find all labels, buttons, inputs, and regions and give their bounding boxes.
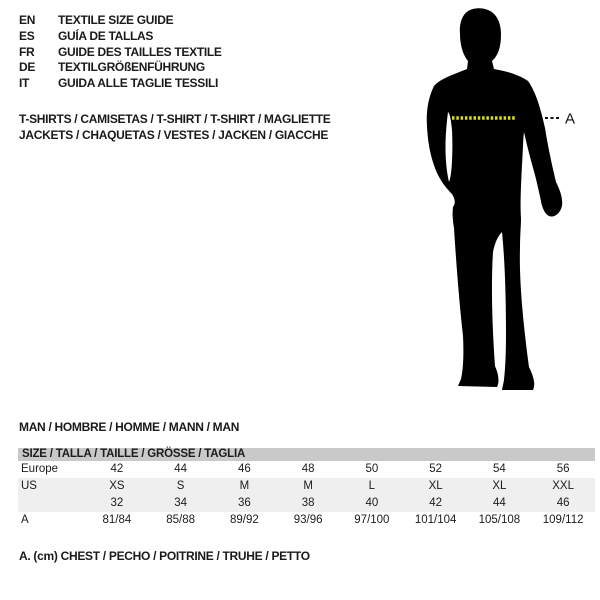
- language-label: GUIDE DES TAILLES TEXTILE: [58, 44, 222, 59]
- table-cell: 85/88: [166, 514, 196, 526]
- language-code: EN: [19, 13, 36, 27]
- table-cell: 46: [556, 497, 570, 509]
- table-cell: 44: [174, 463, 188, 475]
- language-row: [19, 29, 222, 45]
- language-label: GUÍA DE TALLAS: [58, 28, 154, 43]
- table-cell: 81/84: [102, 514, 132, 526]
- table-cell: 54: [492, 463, 506, 475]
- table-cell: 89/92: [229, 514, 259, 526]
- table-cell: M: [303, 480, 313, 492]
- table-cell: 93/96: [293, 514, 323, 526]
- table-cell: 50: [365, 463, 379, 475]
- man-silhouette: [427, 8, 562, 390]
- row-label: Europe: [21, 463, 59, 475]
- table-cell: 97/100: [354, 514, 390, 526]
- category-jackets: JACKETS / CHAQUETAS / VESTES / JACKEN / GIACCHE: [19, 128, 329, 142]
- size-table: [18, 448, 595, 529]
- table-cell: 105/108: [478, 514, 521, 526]
- language-list: [19, 13, 222, 92]
- table-cell: 38: [301, 497, 315, 509]
- man-silhouette-figure: [395, 0, 600, 400]
- table-cell: 42: [429, 497, 443, 509]
- table-cell: M: [239, 480, 250, 492]
- table-cell: 32: [110, 497, 124, 509]
- section-title-man: MAN / HOMBRE / HOMME / MANN / MAN: [19, 420, 240, 434]
- table-cell: 109/112: [542, 514, 584, 526]
- table-cell: S: [176, 480, 185, 492]
- language-code: ES: [19, 28, 35, 43]
- table-cell: XS: [109, 480, 125, 492]
- language-row: [19, 45, 222, 61]
- table-cell: 46: [237, 463, 251, 475]
- table-cell: XXL: [552, 480, 574, 492]
- language-row: [19, 76, 222, 92]
- language-label: GUIDA ALLE TAGLIE TESSILI: [58, 76, 219, 91]
- table-cell: 101/104: [414, 514, 457, 526]
- table-cell: 44: [492, 497, 506, 509]
- language-label: TEXTILGRÖßENFÜHRUNG: [58, 60, 205, 75]
- size-table-header: SIZE / TALLA / TAILLE / GRÖSSE / TAGLIA: [18, 448, 595, 461]
- row-label: US: [21, 480, 37, 492]
- table-cell: 42: [110, 463, 124, 475]
- table-cell: XL: [428, 480, 443, 492]
- table-row-chest-cm: [18, 512, 595, 529]
- language-code: DE: [19, 60, 36, 75]
- table-cell: 52: [429, 463, 443, 475]
- category-tshirts: T-SHIRTS / CAMISETAS / T-SHIRT / T-SHIRT / MAGLIETTE: [19, 112, 331, 126]
- language-code: FR: [19, 44, 35, 59]
- table-cell: L: [368, 480, 376, 492]
- table-cell: 40: [365, 497, 379, 509]
- table-row-europe: [18, 461, 595, 478]
- measure-footnote: A. (cm) CHEST / PECHO / POITRINE / TRUHE / PETTO: [19, 549, 310, 563]
- table-cell: XL: [492, 480, 507, 492]
- table-cell: 56: [556, 463, 570, 475]
- row-label: A: [21, 514, 29, 526]
- language-code: IT: [19, 76, 30, 91]
- row-label: [18, 495, 85, 512]
- table-row-us-numbers: [18, 495, 595, 512]
- category-list: [19, 111, 331, 143]
- table-cell: 48: [301, 463, 315, 475]
- language-row: [19, 60, 222, 76]
- table-cell: 36: [237, 497, 251, 509]
- table-cell: 34: [174, 497, 188, 509]
- measure-label-a: A: [565, 110, 576, 128]
- language-row: [19, 13, 222, 29]
- table-row-us-letters: [18, 478, 595, 495]
- language-label: TEXTILE SIZE GUIDE: [58, 13, 174, 27]
